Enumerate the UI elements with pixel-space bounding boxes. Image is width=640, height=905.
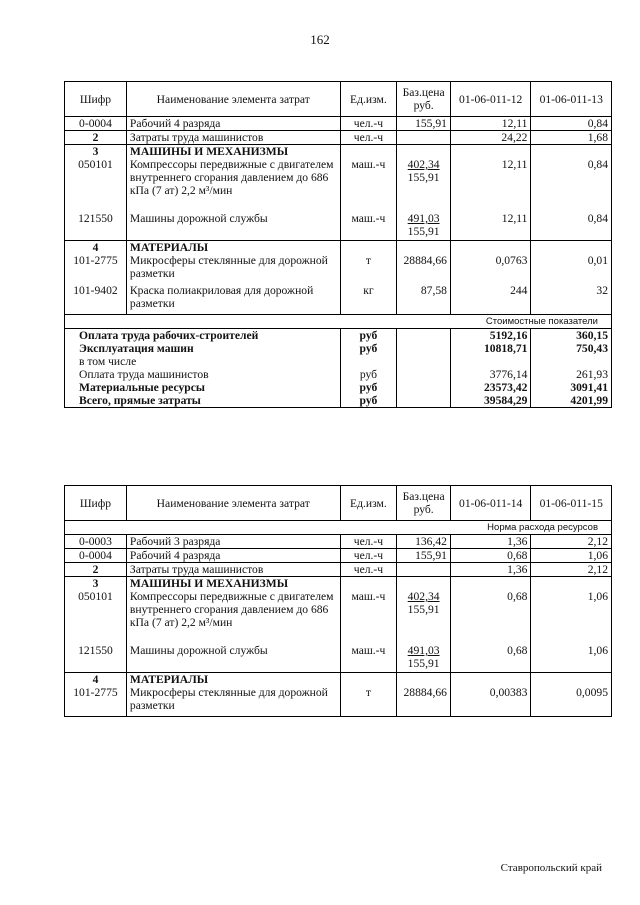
price-line-1: 402,34 [407, 590, 440, 603]
table-row: 0-0004 Рабочий 4 разряда чел.-ч 155,91 0,68 1,06 [65, 549, 612, 563]
table-row: 121550 Машины дорожной службы маш.-ч 491,03 155,91 0,68 1,06 [65, 644, 612, 673]
table-row: 101-2775 Микросферы стеклянные для дорожной разметки т 28884,66 0,0763 0,01 [65, 254, 612, 284]
table-header-row [65, 486, 612, 521]
resource-table-2 [64, 485, 612, 717]
cost-row: в том числе [65, 355, 612, 368]
header-col-b: 01-06-011-15 [531, 486, 612, 521]
table-row: 121550 Машины дорожной службы маш.-ч 491,03 155,91 12,11 0,84 [65, 212, 612, 241]
header-unit: Ед.изм. [340, 82, 397, 117]
table-row: 101-9402 Краска полиакриловая для дорожной разметки кг 87,58 244 32 [65, 284, 612, 315]
price-line-1: 491,03 [407, 212, 440, 225]
table-row: 050101 Компрессоры передвижные с двигателем внутреннего сгорания давлением до 686 кПа (7 ат) 2,2 м³/мин маш.-ч 402,34 155,91 12,11 0,84 [65, 158, 612, 212]
header-col-b: 01-06-011-13 [531, 82, 612, 117]
section-heading-materials: 4 МАТЕРИАЛЫ [65, 241, 612, 255]
header-col-a: 01-06-011-12 [450, 82, 531, 117]
header-price: Баз.цена руб. [397, 486, 451, 521]
cost-indicators-label: Стоимостные показатели [485, 316, 598, 327]
header-name: Наименование элемента затрат [126, 486, 340, 521]
cost-header-row [65, 315, 612, 329]
header-code: Шифр [65, 486, 127, 521]
resource-table-1 [64, 81, 612, 408]
cost-row: Оплата труда машинистов руб 3776,14 261,93 [65, 368, 612, 381]
price-line-2: 155,91 [407, 657, 440, 670]
page-footer: Ставропольский край [500, 862, 602, 874]
header-name: Наименование элемента затрат [126, 82, 340, 117]
cost-row-total: Всего, прямые затраты руб 39584,29 4201,99 [65, 394, 612, 408]
norm-label: Норма расхода ресурсов [487, 522, 598, 533]
norm-header-row [65, 521, 612, 535]
cost-row: Эксплуатация машин руб 10818,71 750,43 [65, 342, 612, 355]
section-heading-machines: 3 МАШИНЫ И МЕХАНИЗМЫ [65, 145, 612, 159]
header-code: Шифр [65, 82, 127, 117]
header-price: Баз.цена руб. [397, 82, 451, 117]
table-row: 050101 Компрессоры передвижные с двигателем внутреннего сгорания давлением до 686 кПа (7 ат) 2,2 м³/мин маш.-ч 402,34 155,91 0,68 1,06 [65, 590, 612, 644]
cost-row: Материальные ресурсы руб 23573,42 3091,41 [65, 381, 612, 394]
price-line-2: 155,91 [407, 171, 440, 184]
price-line-1: 491,03 [407, 644, 440, 657]
table-row: 101-2775 Микросферы стеклянные для дорожной разметки т 28884,66 0,00383 0,0095 [65, 686, 612, 717]
table-row: 0-0003 Рабочий 3 разряда чел.-ч 136,42 1,36 2,12 [65, 535, 612, 549]
page-number: 162 [310, 32, 330, 47]
table-row: 2 Затраты труда машинистов чел.-ч 1,36 2,12 [65, 563, 612, 577]
header-col-a: 01-06-011-14 [450, 486, 531, 521]
table-header-row [65, 82, 612, 117]
table-row: 0-0004 Рабочий 4 разряда чел.-ч 155,91 12,11 0,84 [65, 117, 612, 131]
section-heading-materials: 4 МАТЕРИАЛЫ [65, 673, 612, 687]
section-heading-machines: 3 МАШИНЫ И МЕХАНИЗМЫ [65, 577, 612, 591]
cost-row: Оплата труда рабочих-строителей руб 5192,16 360,15 [65, 329, 612, 343]
price-line-2: 155,91 [407, 603, 440, 616]
price-line-1: 402,34 [407, 158, 440, 171]
price-line-2: 155,91 [407, 225, 440, 238]
header-unit: Ед.изм. [340, 486, 397, 521]
table-row: 2 Затраты труда машинистов чел.-ч 24,22 1,68 [65, 131, 612, 145]
